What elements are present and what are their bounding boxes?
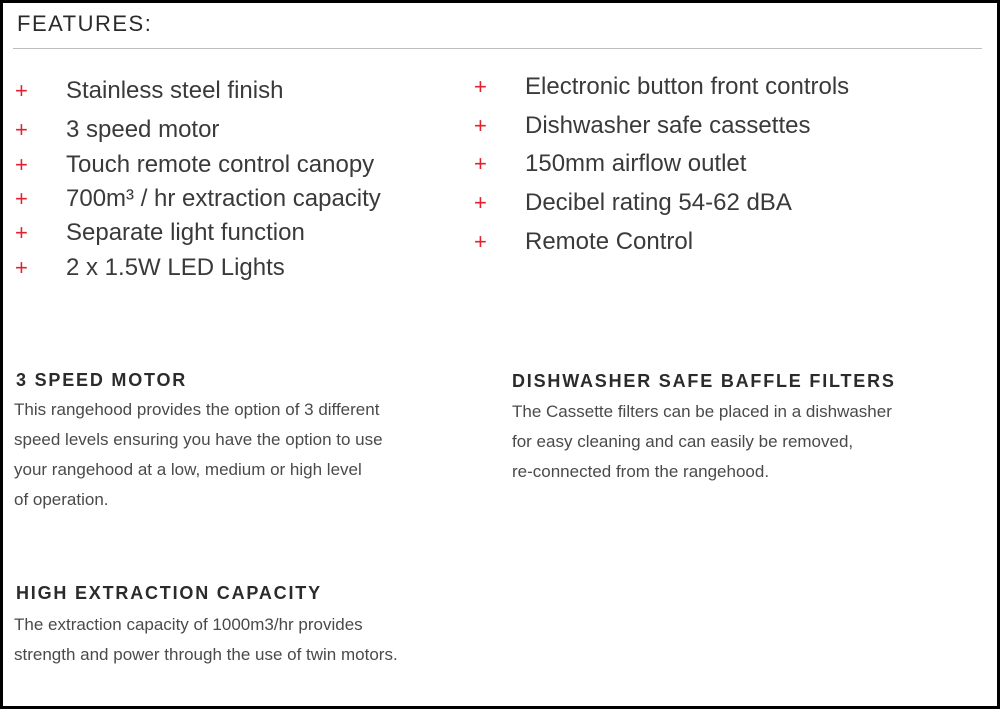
plus-icon: +: [15, 220, 28, 245]
plus-icon: +: [474, 113, 487, 138]
plus-icon: +: [15, 152, 28, 177]
feature-label: Separate light function: [66, 219, 305, 246]
feature-label: Dishwasher safe cassettes: [525, 112, 811, 139]
feature-label: 150mm airflow outlet: [525, 150, 747, 177]
feature-label: Stainless steel finish: [66, 77, 284, 104]
plus-icon: +: [15, 255, 28, 280]
extraction-body: [14, 610, 398, 670]
feature-label: 700m³ / hr extraction capacity: [66, 185, 381, 212]
body-line: The Cassette filters can be placed in a dishwasher: [512, 402, 892, 421]
speed-motor-heading: 3 SPEED MOTOR: [16, 370, 188, 390]
feature-label: 3 speed motor: [66, 116, 220, 143]
plus-icon: +: [474, 229, 487, 254]
plus-icon: +: [474, 190, 487, 215]
body-line: strength and power through the use of twin motors.: [14, 645, 398, 664]
feature-label: Decibel rating 54-62 dBA: [525, 189, 792, 216]
plus-icon: +: [15, 78, 28, 103]
body-line: for easy cleaning and can easily be removed,: [512, 432, 854, 451]
feature-label: Electronic button front controls: [525, 73, 850, 100]
body-line: speed levels ensuring you have the option to use: [14, 430, 383, 449]
plus-icon: +: [15, 186, 28, 211]
feature-label: 2 x 1.5W LED Lights: [66, 254, 285, 281]
body-line: re-connected from the rangehood.: [512, 462, 770, 481]
body-line: The extraction capacity of 1000m3/hr provides: [14, 615, 363, 634]
title-divider: [13, 48, 982, 49]
features-title: FEATURES:: [17, 11, 153, 36]
body-line: This rangehood provides the option of 3 different: [14, 400, 380, 419]
body-line: of operation.: [14, 490, 109, 509]
extraction-heading: HIGH EXTRACTION CAPACITY: [16, 583, 322, 603]
speed-motor-body: [14, 395, 383, 515]
plus-icon: +: [474, 151, 487, 176]
baffle-filters-body: [512, 397, 892, 487]
plus-icon: +: [15, 117, 28, 142]
baffle-filters-heading: DISHWASHER SAFE BAFFLE FILTERS: [512, 371, 896, 391]
feature-label: Remote Control: [525, 228, 694, 255]
body-line: your rangehood at a low, medium or high level: [14, 460, 362, 479]
plus-icon: +: [474, 74, 487, 99]
feature-label: Touch remote control canopy: [66, 151, 375, 178]
